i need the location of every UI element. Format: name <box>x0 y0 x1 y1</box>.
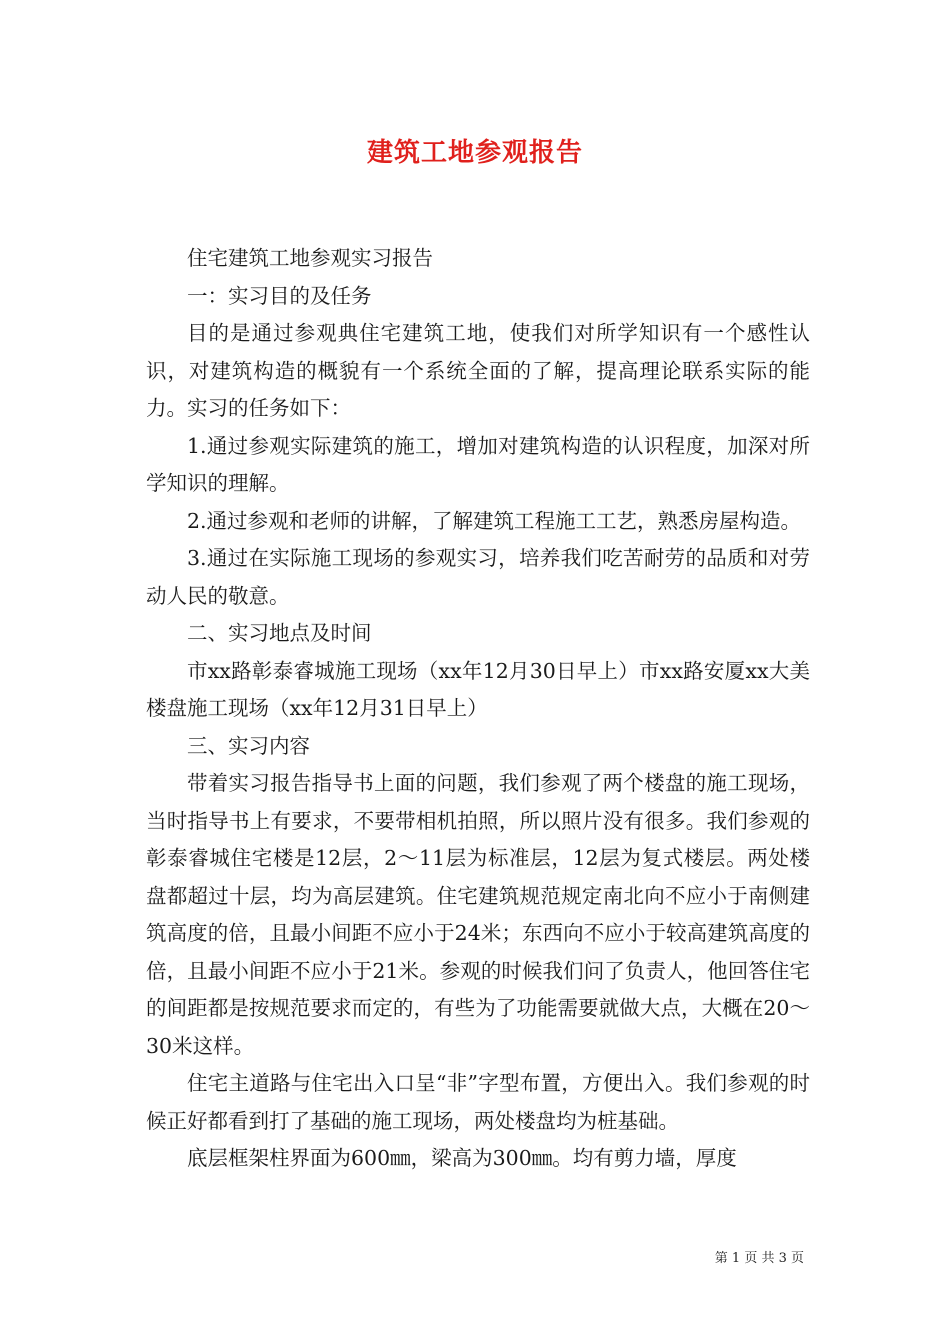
page-number-footer: 第 1 页 共 3 页 <box>714 1251 804 1266</box>
paragraph-content-2: 住宅主道路与住宅出入口呈“非”字型布置，方便出入。我们参观的时候正好都看到打了基础的施工现场，两处楼盘均为桩基础。 <box>146 1071 810 1133</box>
paragraph-purpose: 目的是通过参观典住宅建筑工地，使我们对所学知识有一个感性认识，对建筑构造的概貌有一个系统全面的了解，提高理论联系实际的能力。实习的任务如下： <box>146 321 810 420</box>
paragraph-location-time: 市xx路彰泰睿城施工现场（xx年12月30日早上）市xx路安厦xx大美楼盘施工现场（xx年12月31日早上） <box>146 658 810 720</box>
document-body <box>146 240 810 1178</box>
paragraph-task-1: 1.通过参观实际建筑的施工，增加对建筑构造的认识程度，加深对所学知识的理解。 <box>146 433 810 495</box>
paragraph-task-3: 3.通过在实际施工现场的参观实习，培养我们吃苦耐劳的品质和对劳动人民的敬意。 <box>146 546 810 608</box>
paragraph-section-1-heading: 一：实习目的及任务 <box>187 283 372 308</box>
document-title: 建筑工地参观报告 <box>366 138 583 168</box>
paragraph-task-2: 2.通过参观和老师的讲解，了解建筑工程施工工艺，熟悉房屋构造。 <box>187 508 802 533</box>
paragraph-content-3: 底层框架柱界面为600㎜，梁高为300㎜。均有剪力墙，厚度 <box>187 1146 737 1170</box>
paragraph-content-1: 带着实习报告指导书上面的问题，我们参观了两个楼盘的施工现场，当时指导书上有要求，不要带相机拍照，所以照片没有很多。我们参观的彰泰睿城住宅楼是12层，2～11层为标准层，12层为复式楼层。两处楼盘都超过十层，均为高层建筑。住宅建筑规范规定南北向不应小于南侧建筑高度的倍，且最小间距不应小于24米；东西向不应小于较高建筑高度的倍，且最小间距不应小于21米。参观的时候我们问了负责人，他回答住宅的间距都是按规范要求而定的，有些为了功能需要就做大点，大概在20～30米这样。 <box>146 771 810 1058</box>
paragraph-section-3-heading: 三、实习内容 <box>187 733 310 758</box>
paragraph-report-heading: 住宅建筑工地参观实习报告 <box>187 246 433 270</box>
paragraph-section-2-heading: 二、实习地点及时间 <box>187 621 372 645</box>
